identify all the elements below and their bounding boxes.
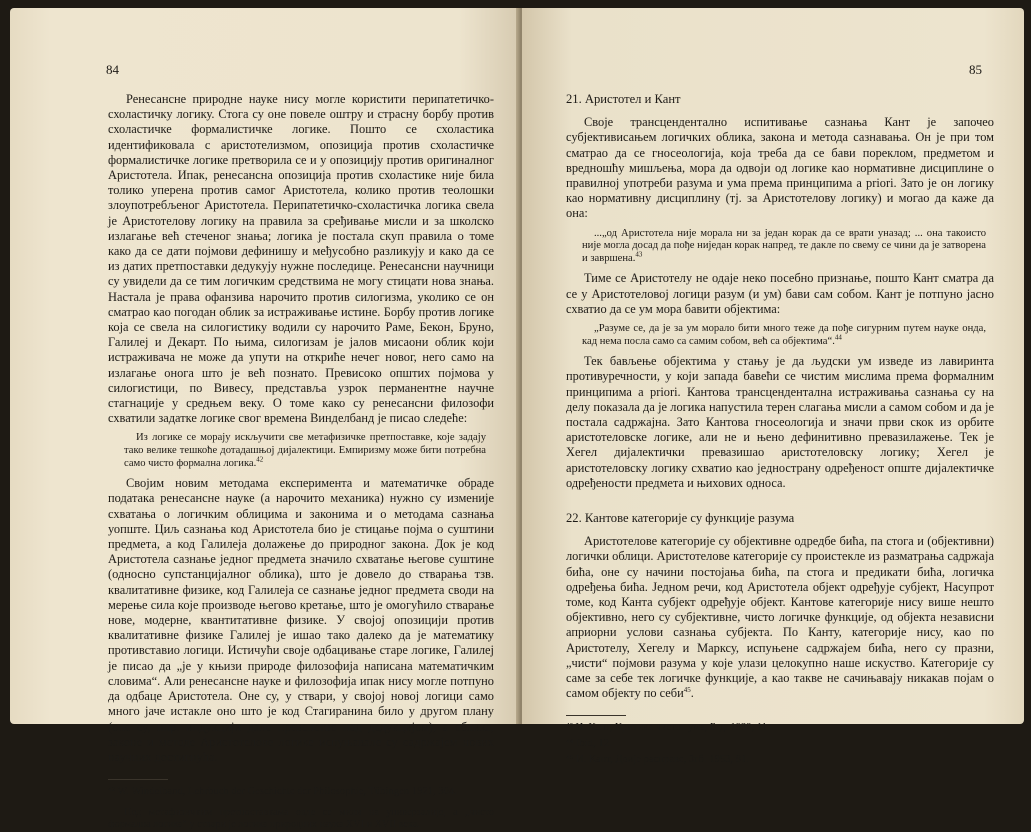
paragraph-text: Аристотелове категорије су објективне одредбе бића, па стога и (објективни) логички облици. Аристотелове категорије су проистекле из разматрања садржаја бића, оне су начини постојања бића, па стога и предикати бића, логичка одређења бића. Једном речи, код Аристотела објект одређује субјект, Насупрот томе, код Канта субјект одређује објект. Кантове категорије нису више нешто објективно, него су субјективне, чисто логичке функције, од објекта независни априорни услови сазнања субјекта. По Канту, категорије нису, као по Аристотелу, Хегелу и Марксу, испуњене садржајем бића, него су празни, „чисти“ појмови разума у које улази целокупно наше искуство. Категорије су саме за себе тек логичке функције, а као такве не сачињавају никакав појам о самом објекту по себи — [566, 534, 994, 701]
section-heading: 21. Аристотел и Кант — [566, 92, 681, 106]
paragraph: Тиме се Аристотелу не одаје неко посебно признање, пошто Кант сматра да се у Аристотеловој логици разум (и ум) бави сам собом. Кант је потпуно јасно схватио да се ум мора бавити објектима: — [566, 271, 994, 316]
left-page — [10, 8, 520, 831]
left-page-body — [108, 92, 494, 832]
paragraph: Тек бављење објектима у стању је да људски ум изведе из лавиринта противуречности, у који западa бавећи се чистим мислима према формалним принципима a priori. Кантова трансцендентална истраживања сазнања су на делу показала да је логика напустила терен слагања мисли а самом собом и да је постала садржајна. Зато Кантова гносеологија и значи први скок из орбите аристотеловске логике, али не и њено дефинитивно превазилажење. Тек је Хегел дијалектички превазишао аристотеловску логику; Хегел је аристотеловску логику схватио као једнострану одређеност опште дијалектичке одређености предмета и њихових односа. — [566, 354, 994, 490]
footnote-list — [566, 722, 994, 766]
section-spacer — [566, 491, 994, 511]
footnote-divider — [108, 779, 168, 780]
footnote: ⁴³ И. Кант, Критика чистог ума, Бгд. 1932, 11. — [566, 722, 770, 734]
paragraph: Својим новим методама експеримента и математичке обраде података ренесансне науке (а нарочито механика) нужно су изменије схватања о логичким облицима и законима и о методама сазнања уопште. Циљ сазнања код Аристотела био је стицање појма о суштини предмета, а код Галилеја долажење до природног закона. Док је код Аристотела сазнање једног предмета значило схватање његове суштине (односно супстанцијалног облика), што је довело до стварања тзв. квалитативне физике, код Галилеја се сазнање једног предмета своди на мерење сила које производе његово кретање, што је омогућило стварање нове, модерне, квантитативне физике. У својој опозицији против квалитативне физике Галилеј је ишао тако далеко да је математику противставио логици. Истичући своје одбацивање старе логике, Галилеј је писао да „је у књизи природе филозофија написана математичким словима“. Али ренесансне науке и филозофија ипак нису могле потпуно да одбаце Аристотела. Оне су, у ствари, у својој новој логици само много јаче истакле оно што је код Стагиранина било у другом плану (оне су, нпр. индукцији дале превенство над дедукцијом), а облике, законе и методе Аристотелове логике испуњавале су садржајем нових научних достигнућа. — [108, 476, 494, 764]
section-heading: 22. Кантове категорије су функције разума — [566, 511, 795, 526]
footnote: ⁴² W. Windelband, Lehrbuch der Geschichte der Philosophie, Tübingen 1921, 304. — [108, 786, 457, 798]
page-number: 85 — [969, 62, 982, 77]
page-number: 84 — [106, 62, 119, 77]
paragraph: Своје трансцендентално испитивање сазнања Кант је започео субјективисањем логичких облика, закона и метода сазнавања. Он је при том сматрао да се гносеологија, која треба да се бави пореклом, предметом и вредношћу мишљења, мора да одвоји од логике као нормативне дисциплине о правилној употреби разума и ума према принципима a priori. Зато је он логику као нормативну дисциплину (тј. за Аристотелову логику) и могао да каже да она: — [566, 115, 994, 221]
paragraph: Ренесансне природне науке нису могле користити перипатетичко-схоластичку логику. Стога су оне повеле оштру и страсну борбу против схоластичке формалистичке логике. Пошто се схоластика идентификовала с аристотелизмом, опозиција против схоластичке формалистичке логике претворила се и у опозицију против оригиналног Аристотела. Ипак, ренесансна опозиција против схоластике није била толико уперена против самог Аристотела, колико против теолошки злоупотребљеног Аристотела. Перипатетичко-схоластичка логика свела је Аристотелову логику на правила за сређивање мисли и за школско излагање већ стеченог знања; логика је постала скуп правила о томе како да се дати појмови дефинишу и међусобно разликују и како да се из датих претпоставки дедукују нужне последице. Ренесансни научници су увидели да се тим логичким средствима не могу стицати нова знања. Настала је права офанзива нарочито против силогизма, уколико се он сматрао као погодан облик за истраживање истине. Борбу против логике која се свела на силогистику водили су нарочито Раме, Бекон, Бруно, Галилеј и Декарт. По њима, силогизам је јалов мисаони облик који истраживача не може да упути на откриће нечег новог, него само на излагање онога што је већ познато. Превисoко општих појмова у силогистици, по Вивесу, представља узрок перманентне научне стагнације у средњем веку. О томе како су ренесансни филозофи схватили задатке логике свог времена Винделбанд је писао следеће: — [108, 92, 494, 426]
footnote-ref: 42 — [256, 455, 264, 464]
quote-text: „Разуме се, да је за ум морало бити много теже да пође сигурним путем науке онда, кад нема посла само са самим собом, већ са објектима“. — [582, 323, 986, 347]
footnote-ref: 43 — [635, 250, 643, 259]
quote-text: ...„од Аристотела није морала ни за један корак да се врати уназад; ... она такоисто није могла досад да пође ниједан корак напред, те дакле по свему се чини да је затворена и завршена. — [582, 227, 986, 264]
quote-text: Из логике се морају искључити све метафизичке претпоставке, које задају тако велике тешкоће дотадашњој дијалектици. Емпиризму може бити потребна само чисто формална логика. — [124, 432, 486, 469]
right-page — [522, 8, 1024, 765]
footnote-ref: 44 — [834, 333, 842, 342]
footnote: ⁴⁴ Ibid, 12. — [566, 738, 612, 750]
footnote-ref: 45 — [683, 686, 691, 695]
right-page-body — [566, 92, 994, 769]
footnote-note: Под метафизичким претпоставкама овде се мили на универзалије, а „чисто формална логика“ у ствари је логика природних наука XVI и XVII века. — [108, 806, 494, 831]
footnote: ⁴⁵ И. Кант, Двије расправе, Згб. 1953, 81. — [566, 753, 749, 765]
block-quote — [582, 228, 986, 266]
paragraph: Аристотелове категорије су објективне одредбе бића, па стога и (објективни) логички облици. Аристотелове категорије су проистекле из разматрања садржаја бића, оне су начини постојања бића, па стога и предикати бића, логичка одређења бића. Једном речи, код Аристотела објект одређује субјект, Насупрот томе, код Канта субјект одређује објект. Кантове категорије нису више нешто објективно, него су субјективне, чисто логичке функције, од објекта независни априорни услови сазнања субјекта. По Канту, категорије нису, као по Аристотелу, Хегелу и Марксу, испуњене садржајем бића, него су празни, „чисти“ појмови разума у које улази целокупно наше искуство. Категорије су саме за себе тек логичке функције, а као такве не сачињавају никакав појам о самом објекту по себи$^{45}$. — [566, 534, 994, 701]
footnote-divider — [566, 715, 626, 716]
block-quote — [582, 323, 986, 348]
block-quote — [124, 432, 486, 470]
